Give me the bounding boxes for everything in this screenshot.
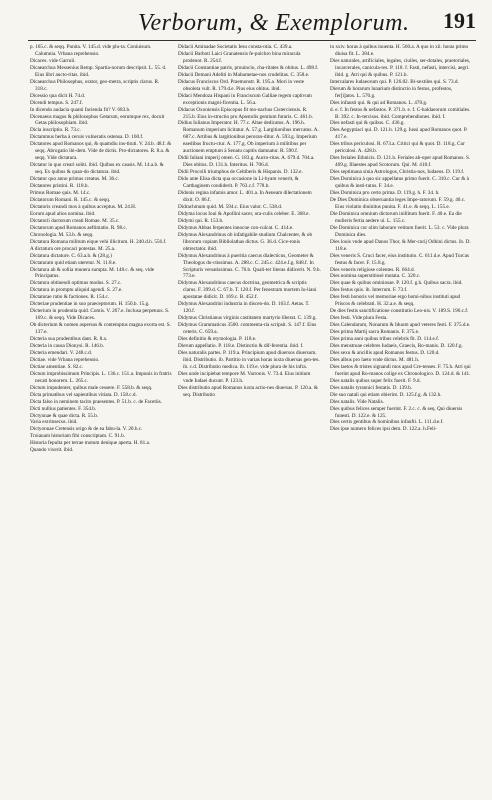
index-entry: Dies natalis quibus super felix fuerit. F. 9.d. bbox=[330, 377, 421, 384]
index-entry: Dicteria in causa Dionysi. R. 146.b. bbox=[30, 342, 105, 349]
index-entry: Dies nomina superstitiosè mutata. C. 320.c. bbox=[330, 273, 421, 280]
index-entry: Dies ipse numero felices ipsi dem. D. 122.a. h.Feli- bbox=[330, 426, 437, 433]
index-entry: in xxiv. horas à quibus inuenta. H. 560.a. A quo in xii. horas primo diuisa fit. L. 384.e. bbox=[330, 44, 469, 57]
index-entry: Dictatura ab & sollia munera sumpta. M. 148.c. & seq. vide Principatus. bbox=[30, 266, 155, 280]
index-entry: Dicenaeus magus & philosophus Getarum, eorumque rex, docuit Getas philosophiam. ibid. bbox=[30, 113, 165, 127]
index-entry: Dictatorum apud Romanos aeftimatio. R. 98.c. bbox=[30, 224, 127, 231]
index-entry: Dies feriales Ethnicis. D. 121.h. Feriales ab-oper apud Romanos. S. 469.g. Illaestes apud Scotorum. Qui. M. 418.f. bbox=[330, 155, 471, 169]
index-entry: Didymus Alexandrinus à pueritia caecus dialecticus, Geometer & Theologus do-ctissimus. A. 288.c. C. 245.c. 424.e.f.g. 848.f. In Scripturis versatissimus. C. 76.b. Quali-ter literas didicerit. N. 9.b. 773.e. bbox=[178, 252, 321, 280]
index-entry: Dictator quo anno primus creatus. M. 36.c. bbox=[30, 176, 120, 183]
index-entry: Intercalares Iudaeorum qui. P. 126.82. Bi-sextiles qui. S. 73.d. bbox=[330, 78, 459, 85]
index-entry: Dies natalis tyrannici festatis. D. 139.b. bbox=[330, 384, 412, 391]
index-entry: Didonis regina infamis amor. L. 401.a. In Aeneam dilectationem dixit. O. 86.f. bbox=[178, 190, 312, 203]
index-entry: Dictatores apud Romanos qui, & quamdiu ins-tituti. V. 24.b. 48.f. & seqq. Abrogatio ibi-dem. Vide de dictis. Pro-dictatores. R. 8.a. & seqq. Vide dictatura. bbox=[30, 141, 172, 162]
index-entry: Dies veneris religiose colentes. R. 664.d. bbox=[330, 266, 415, 273]
index-entry: Didii Iuliani imperij omen. G. 183.g. Aucto-ritas. A. 679.d. 704.a. Dies obitus. D. 131.h. Interitus. H. 706.d. bbox=[178, 155, 315, 169]
index-entry: Ob dicterium & nomen aspersus & contemptus magna exorta est. S. 137.e. bbox=[30, 322, 171, 336]
index-entry: Didymus Alexandrinus caecus doctrina, geometrica & scriptis clarus. F. 399.d. C. 67.b. T. 120.f. Per fenestram mortem Iu-liani apostatae didicit. D. 169.c. B. 452.f. bbox=[178, 280, 317, 301]
index-entry: Dictum improbissimum Principis. L. 136.c. 151.a. Impunis in fratris necati honorem. L. 265.c. bbox=[30, 370, 172, 384]
index-entry: Dictiae. vide Vrbana reprehensio. bbox=[30, 356, 100, 363]
index-entry: Dies septimana sinia Astrologos, Christia-nos, Iudaeos. D. 119.f. bbox=[330, 169, 465, 176]
index-entry: Primus Romae quis. M. 14.c. bbox=[30, 190, 91, 197]
index-entry: Dicterium in prudentia quid. Comis. V. 267.e. Inclusa perpetuus. S. 169.c. & seqq. Vide Dicaces. bbox=[30, 308, 170, 322]
index-entry: Dies quibus felices semper fuerint. F. 2.c. c. & seq. Qui diuersis funesti. D. 122.e. & 125. bbox=[330, 405, 463, 419]
index-entry: Dies Dominica pro certo prima. D. 119.g. h. F. 34. b. bbox=[330, 190, 440, 197]
index-entry: Dictaturam quid etiam uteretur. N. 11.8.e. bbox=[30, 259, 117, 266]
index-entry: Dies Aegyptiaci qui. D. 121.b. 129.g. Iussi apud Romanos quot. P. 417.e. bbox=[330, 127, 468, 141]
index-entry: Dicteriae prudentiae in suo praeceptorum. H. 150.b. 15.g. bbox=[30, 301, 150, 308]
index-entry: Dierum appellatio. P. 118.e. Distinctio & dif-ferentia. ibid. f. bbox=[178, 342, 304, 349]
index-entry: Dierum & horarum lunarium distinctio in festos, profestos, fer[i]atos. L. 570.g. bbox=[330, 85, 453, 99]
index-entry: Dies albus pro laeto vnde dictus. M. 481.h. bbox=[330, 356, 420, 363]
index-entry: Dictatorii dactorum creati Romae. M. 35.c. bbox=[30, 217, 120, 224]
index-entry: Dicendi tempus. S. 247.f. bbox=[30, 99, 83, 106]
index-entry: Dictynnae & quae dicta. R. 55.b. bbox=[30, 412, 99, 419]
index-entry: Dies laetos & tristes signandi mos apud Cre-tenses. F. 75.h. Atri qui fuerint apud Ro-manos colige ex Chronologico. D. 124.d. & 141. bbox=[330, 363, 471, 377]
index-entry: Dies unde incipiebat tempore M. Varronis. V. 73.d. Eius initium vnde Iudaei ducunt. P. 123.h. bbox=[178, 370, 311, 384]
index-entry: Didacus Oxoniensis Episcopus fit mo-nachus Cisterciensis. R. 215.b. Eius in-structio pro Apostolis gentium futuris. C. 461.b. bbox=[178, 106, 313, 120]
index-entry: Didacii Aminadae Societatis Iesu consta-ntia. C. 439.a. bbox=[178, 44, 293, 50]
index-entry: Dictatura in promptu aliquid agendi. S. 27.e. bbox=[30, 287, 123, 294]
index-entry: Varia extrinsecus. ibid. bbox=[30, 419, 78, 426]
index-entry: Dictator in quo creari soliti. ibid. Quibus ex causis. M. 14.a.b. & seq. Ex quibus & quan-do dictatura. ibid. bbox=[30, 162, 164, 176]
index-entry: Dies distributio apud Romanos iuxta actio-nes diuersas. P. 120.a. & seq. Distributio bbox=[178, 384, 318, 398]
index-entry: Dictatura obtinendi optimus modus. S. 27.c. bbox=[30, 280, 122, 287]
index-entry: Dies naturalis partes. P. 119.a. Principium apud diuersos diuersum. ibid. Distributio. ib. Partitio in varias horas iuxta diuersas gen-tes. ib. c.d. Distributio medica. ib. 119.e. vide plura de his infra. bbox=[178, 349, 320, 370]
index-entry: Dictammus herba à ceruis vulneratis ostensa. D. 160.f. bbox=[30, 134, 144, 141]
index-entry: Dicessio qua dicit H. 74.d. bbox=[30, 92, 86, 99]
index-entry: Troianam historiam fibi conscriptam. C. 91.b. bbox=[30, 433, 126, 440]
index-entry: Dies festus quis. ib. Interrum. F. 73.f. bbox=[330, 287, 408, 294]
index-entry: Dies nefasti qui & quibus. C. 436.g. bbox=[330, 120, 405, 127]
index-entry: Dies infausti qui. & qui ad Romanos. L. 470.g. bbox=[330, 99, 428, 106]
index-entry: Dies naturales, artificiales, legales, ciuiles, ser-dotales, praetoriales, incarcerales, canicula-res. P. 118. f. Fasti, nefasti, intercisi, aegri. ibid. g. Atri qui & quibus. P. 121.b. bbox=[330, 57, 471, 78]
index-entry: Die Dominica cur olim laborare vetitum fuerit. L. 53. c. Vide plura Dominica dies. bbox=[330, 224, 469, 238]
index-entry: d. e. f. In festos & nefastos. P. 371.b. e. f. C-haldaeorum comitiales. B. 392. c. In-tercisos. ibid. Comprehendiones. ibid. f. bbox=[330, 106, 471, 120]
index-entry: Dies louis vnde apud Danos Thor, & Mer-curij Odhini dictus. ib. D. 118.e. bbox=[330, 238, 471, 252]
index-entry: Didacii Demani Adeliti in Mahumetae-nos crudelitas. C. 358.e. bbox=[178, 71, 310, 78]
index-entry: Dicla inscriptio. R. 73.c. bbox=[30, 127, 81, 134]
index-entry: Dies definitio & etymologia. P. 118.e. bbox=[178, 336, 257, 343]
index-entry: Dicta falso in neminem tacito praesentes. P. 51.b. c. de Facetiis. bbox=[30, 398, 162, 405]
index-entry: In dicendo audacia quanti facienda fit? V. 683.b. bbox=[30, 106, 131, 113]
index-entry: Didius Iulianus Imperator. H. 77.c. Altae dedicatus. A. 196.h. Romanum imperium licitatur. A. 57.g. Largitionibus mercatus. A. 687.c. Artibus & largitionibus peroran-ditur. A. 593.g. Imperium eaedibus fructu-ctur. A. 177.g. Ob imperium à militibus per auctionem emptum à Senatu capitis damnatur. R. 590.f. bbox=[178, 120, 319, 155]
index-entry: De Dies Dominica obseruantia leges Impe-ratorum. F. 59.g. 40.c. Eius violatio diuinitus punita. F. 41.e. & seqq. L. 155.e. bbox=[330, 196, 466, 210]
index-entry: Dicteria sua prudentibus dant. R. 8.a. bbox=[30, 336, 108, 343]
index-entry: Historia fepulta per terrae motum denique aperta. H. 81.a. bbox=[30, 440, 151, 447]
index-entry: Dictatoris creandi mos à quibus acceptus. M. 24.H. bbox=[30, 203, 137, 210]
index-entry: Dicta primatibus vel sapientibus vitiata. D. 158.c.d. bbox=[30, 391, 137, 398]
index-entry: Didyma locus Ioui & Apollini sacer, ora-culis celeber. E. 368.e. bbox=[178, 210, 310, 217]
index-entry: Dies tribus periculosi. R. 673.a. Critici qui & quot. D. 118.g. Cur periculosi. A. 428.b. bbox=[330, 141, 465, 155]
index-entry: Dicaearchus Philosophus, orator, geo-metra, scriptis clarus. R. 318.c. bbox=[30, 78, 160, 92]
index-entry: Dies festi honoris vel memoriae ergo homi-nibus instituti apud Priscos & celebrati. H. 32.a.e. & seqq. bbox=[330, 294, 461, 308]
index-entry: Dictiae amentiae. S. 82.c. bbox=[30, 363, 84, 370]
index-entry: De dies festis sanctificatione constitutio Leo-nis. V. 189.S. 196.c.f. bbox=[330, 308, 469, 315]
index-entry: Dictaturae ratio & factiones. R. 154.c. bbox=[30, 294, 110, 301]
index-entry: Dies sexu & ancillis apud Romanos festus. D. 120.d. bbox=[330, 349, 440, 356]
index-column-right bbox=[330, 44, 473, 433]
index-entry: Didymus Grammaticus 3500. commenta-ria scripsit. S. 147.f. Eius ceteris. C. 659.a. bbox=[178, 322, 317, 336]
header-rule bbox=[28, 40, 476, 41]
running-header bbox=[0, 8, 492, 44]
index-entry: Didymi qui. R. 153.b. bbox=[178, 217, 224, 224]
index-entry: Dictatura Romana militum eique vehi illicitum. H. 240.d.h. 556.f. bbox=[30, 238, 167, 245]
index-entry: p. 165.c. & seqq. Punita. V. 145.d. vide plu-ta. Coniuisum. Calumnia. Vrbana reprehensio. bbox=[30, 44, 152, 57]
index-entry: Dies prima anni quibus tribus celebris fit. D. 114.e.f. bbox=[330, 336, 440, 343]
index-entry: Dictatorum Romani. R. 145.c. & seqq. bbox=[30, 196, 111, 203]
index-entry: Didymus Christianus virginis castitatem martyrio liberat. C. 139.g. bbox=[178, 315, 317, 322]
index-entry: Dicaces. vide Garruli. bbox=[30, 57, 76, 64]
index-entry: Dictatores pristini. R. 118.b. bbox=[30, 183, 89, 190]
index-entry: Didrachmum quid. M. 594.c. Eius valor. C. 538.d. bbox=[178, 203, 283, 210]
index-entry: Didymus Alexandrini industria in discen-do. D. 163.f. Aetas. T. 120.f. bbox=[178, 301, 310, 315]
index-entry: Dies certis gentibus & hominibus infaufti. L. 111.d.e.f. bbox=[330, 419, 444, 426]
index-entry: Dies quae & quibus ominiosae. P. 120.f. g.h. Quibus sacra. ibid. bbox=[330, 280, 463, 287]
index-entry: Dictum impudenter, quibus male cessere. F. 558.b. & seqq. bbox=[30, 384, 153, 391]
index-entry: Didacii Constantiae patris, prouincio, cha-ritates & obitus. L. 498.f. bbox=[178, 64, 319, 71]
index-entry: Dies menstruae celebres Iudaeis, Graecis, Ro-manis. D. 120.f.g. bbox=[330, 342, 463, 349]
index-entry: Dies Dominica à quo sic appellatus primo fuerit. C. 310.c. Cur & à quibus & insti-tutus. F. 34.e. bbox=[330, 176, 469, 190]
index-entry: Dies festi. Vide plura Festa. bbox=[330, 315, 388, 322]
page-number: 191 bbox=[443, 8, 476, 33]
index-entry: Didacii Barboti Laici Granatensis fe-pulchro bina miracula prodeunt. R. 254.f. bbox=[178, 50, 301, 64]
index-entry: Dicti nullius patientes. F. 354.b. bbox=[30, 405, 97, 412]
index-entry: Quando vixerit. ibid. bbox=[30, 447, 74, 454]
index-entry: Didaci Mendoza Hispani in Franciscum Galliae regem captivum exceptionis magni-ficentia. L. 56.a. bbox=[178, 92, 312, 106]
index-entry: Dies natalis. Vide Natalis. bbox=[330, 398, 384, 405]
index-entry: Eorum apud alios nomina. ibid. bbox=[30, 210, 96, 217]
index-entry: Dido ante Elisa dicta qua occasione in Li-byam venerit, & Carthaginem condiderit. P. 763.c.f. 778.b. bbox=[178, 176, 299, 190]
index-entry: Didii Procolli triumphus de Celtiberis & Hispanis. D. 132.e. bbox=[178, 169, 303, 176]
running-title: Verborum, & Exemplorum. bbox=[138, 10, 410, 36]
index-entry: Dicaearchus Messenius Remp. Spartia-norum descripsit. L. 55. d. Eius libri aucto-ritas. ibid. bbox=[30, 64, 167, 78]
index-entry: Die Dominica omnium dictorum inillitum fuerit. F. 40.e. Ea die mulieris fertia aedere ui. L. 155.c. bbox=[330, 210, 462, 224]
index-entry: Didymus Abbas ferpentes innocue con-culcat. C. 414.e. bbox=[178, 224, 294, 231]
index-entry: A dictatura ore procaci potestas. M. 25.a. bbox=[30, 245, 116, 252]
index-entry: Dies Calendarum, Nonarum & Iduum apud veteres festi. F. 375.d.e. bbox=[330, 322, 471, 329]
index-column-left bbox=[30, 44, 173, 454]
index-entry: Dies veneris S. Cruci facer, eius institutio. C. 611.d.e. Apud Turcas festus & facer. F. 15.8.g. bbox=[330, 252, 469, 266]
index-entry: Dictyonnae Cretensis origo & de ea fabu-la. V. 20.b.c. bbox=[30, 426, 143, 433]
index-entry: Didacus Franciscus Ord. Praemonstr. R. 195.a. Mori in veste obsoleta vult. R. 179.d.e. Pius eius obitus. ibid. bbox=[178, 78, 305, 92]
index-entry: Die suo natali qui etiam obierint. D. 125.f.g. & 132.h. bbox=[330, 391, 442, 398]
index-column-middle bbox=[178, 44, 321, 399]
index-entry: Dictatura dictature. C. 63.a.b. & (28.g.) bbox=[30, 252, 112, 259]
index-entry: Dicteria emendari. V. 248.c.d. bbox=[30, 349, 93, 356]
index-entry: Didymus Alexandrinus ob infatigabile studium Chalcenter, & ob librorum copiam Bibliolathas dictus. G. 36.d. Cice-ronis obtrectator. ibid. bbox=[178, 231, 313, 252]
index-entry: Dies prima Martij sacra Romanis. F. 375.e. bbox=[330, 329, 420, 336]
index-entry: Chronologia. M. 53.b. & seqq. bbox=[30, 231, 94, 238]
